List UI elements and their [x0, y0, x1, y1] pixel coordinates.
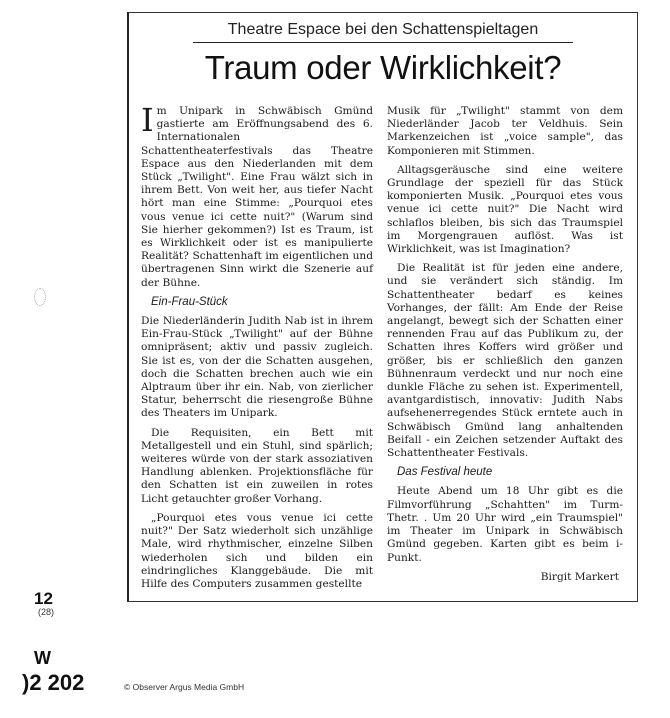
- punch-hole-mark: [34, 288, 46, 306]
- subheading: Das Festival heute: [397, 466, 493, 479]
- archive-code: )2 202: [22, 670, 85, 695]
- paragraph: Die Requisiten, ein Bett mit Metallgestell und ein Stuhl, sind spärlich; weiteres würde von der stark assoziativen Handlung ablenken. Projektionsfläche für den Schatten ist ein zuweilen in rotes Licht getauchter großer Vorhang.: [141, 426, 373, 505]
- paragraph: Musik für „Twilight" stammt von dem Niederländer Jacob ter Veldhuis. Sein Markenzeichen ist „voice sample", das Komponieren mit Stimmen.: [387, 105, 623, 157]
- article-column-right: [387, 105, 623, 590]
- paragraph: Die Niederländerin Judith Nab ist in ihrem Ein-Frau-Stück „Twilight" auf der Bühne omnipräsent; aktiv und passiv zugleich. Sie ist es, von der die Schatten ausgehen, doch die Schatten brechen auch wie ein Alptraum über ihr ein. Nab, von zierlicher Statur, beherrscht die riesengroße Bühne des Theaters im Unipark.: [141, 315, 373, 420]
- author-byline: Birgit Markert: [540, 570, 619, 583]
- newspaper-clipping: [127, 12, 638, 602]
- paragraph-text: m Unipark in Schwäbisch Gmünd gastierte am Eröffnungsabend des 6. Internationalen Schattentheaterfestivals das Theatre Espace aus den Niederlanden mit dem Stück „Twilight". Eine Frau wälzt sich in ihrem Bett. Von weit her, aus tiefer Nacht hört man eine Stimme: „Pourquoi etes vous venue ici cette nuit?" (Warum sind Sie hierher gekommen?) Ist es Traum, ist es Wirklichkeit oder ist es manipulierte Realität? Schattenhaft im eigentlichen und übertragenen Sinn wirkt die Szenerie auf der Bühne.: [141, 105, 373, 289]
- page-number: 12: [34, 589, 53, 608]
- drop-cap: I: [141, 101, 154, 139]
- article-kicker: Theatre Espace bei den Schattenspieltagen: [193, 21, 573, 43]
- page-number-sub: (28): [38, 607, 55, 617]
- paragraph: Die Realität ist für jeden eine andere, und sie verändert sich ständig. Im Schattentheater bedarf es keines Vorhanges, der fällt: Am Ende der Reise angelangt, bewegt sich der Schatten einer rennenden Frau auf das Publikum zu, der Schatten ihres Koffers wird größer und größer, bis er schließlich den ganzen Bühnenraum verdeckt und nur noch eine dunkle Fläche zu sehen ist. Experimentell, avantgardistisch, innovativ: Judith Nabs aufsehenerregendes Stück erntete auch in Schwäbisch Gmünd lang anhaltenden Beifall - ein Zeichen setzender Auftakt des Schattentheater Festivals.: [387, 262, 623, 460]
- copyright-notice: © Observer Argus Media GmbH: [124, 682, 245, 692]
- paragraph: Alltagsgeräusche sind eine weitere Grundlage der speziell für das Stück komponierten Musik. „Pourquoi etes vous venue ici cette nuit?" Die Nacht wird schlaflos bleiben, bis sich das Traumspiel im Morgengrauen auflöst. Was ist Wirklichkeit, was ist Imagination?: [387, 163, 623, 256]
- paragraph: [141, 101, 373, 290]
- subheading: Ein-Frau-Stück: [151, 295, 228, 308]
- article-column-left: [141, 101, 373, 597]
- paragraph: „Pourquoi etes vous venue ici cette nuit?" Der Satz wiederholt sich unzählige Male, wird rhythmischer, einzelne Silben wiederholen sich und bilden ein eindringliches Klanggebäude. Die mit Hilfe des Computers zusammen gestellte: [141, 511, 373, 590]
- article-headline: Traum oder Wirklichkeit?: [204, 49, 562, 86]
- archive-letter: W: [34, 648, 51, 668]
- paragraph: Heute Abend um 18 Uhr gibt es die Filmvorführung „Schahtten" im Turm-Thetr. . Um 20 Uhr wird „ein Traumspiel" im Theater im Unipark in Schwäbisch Gmünd gegeben. Karten gibt es beim i-Punkt.: [387, 485, 623, 564]
